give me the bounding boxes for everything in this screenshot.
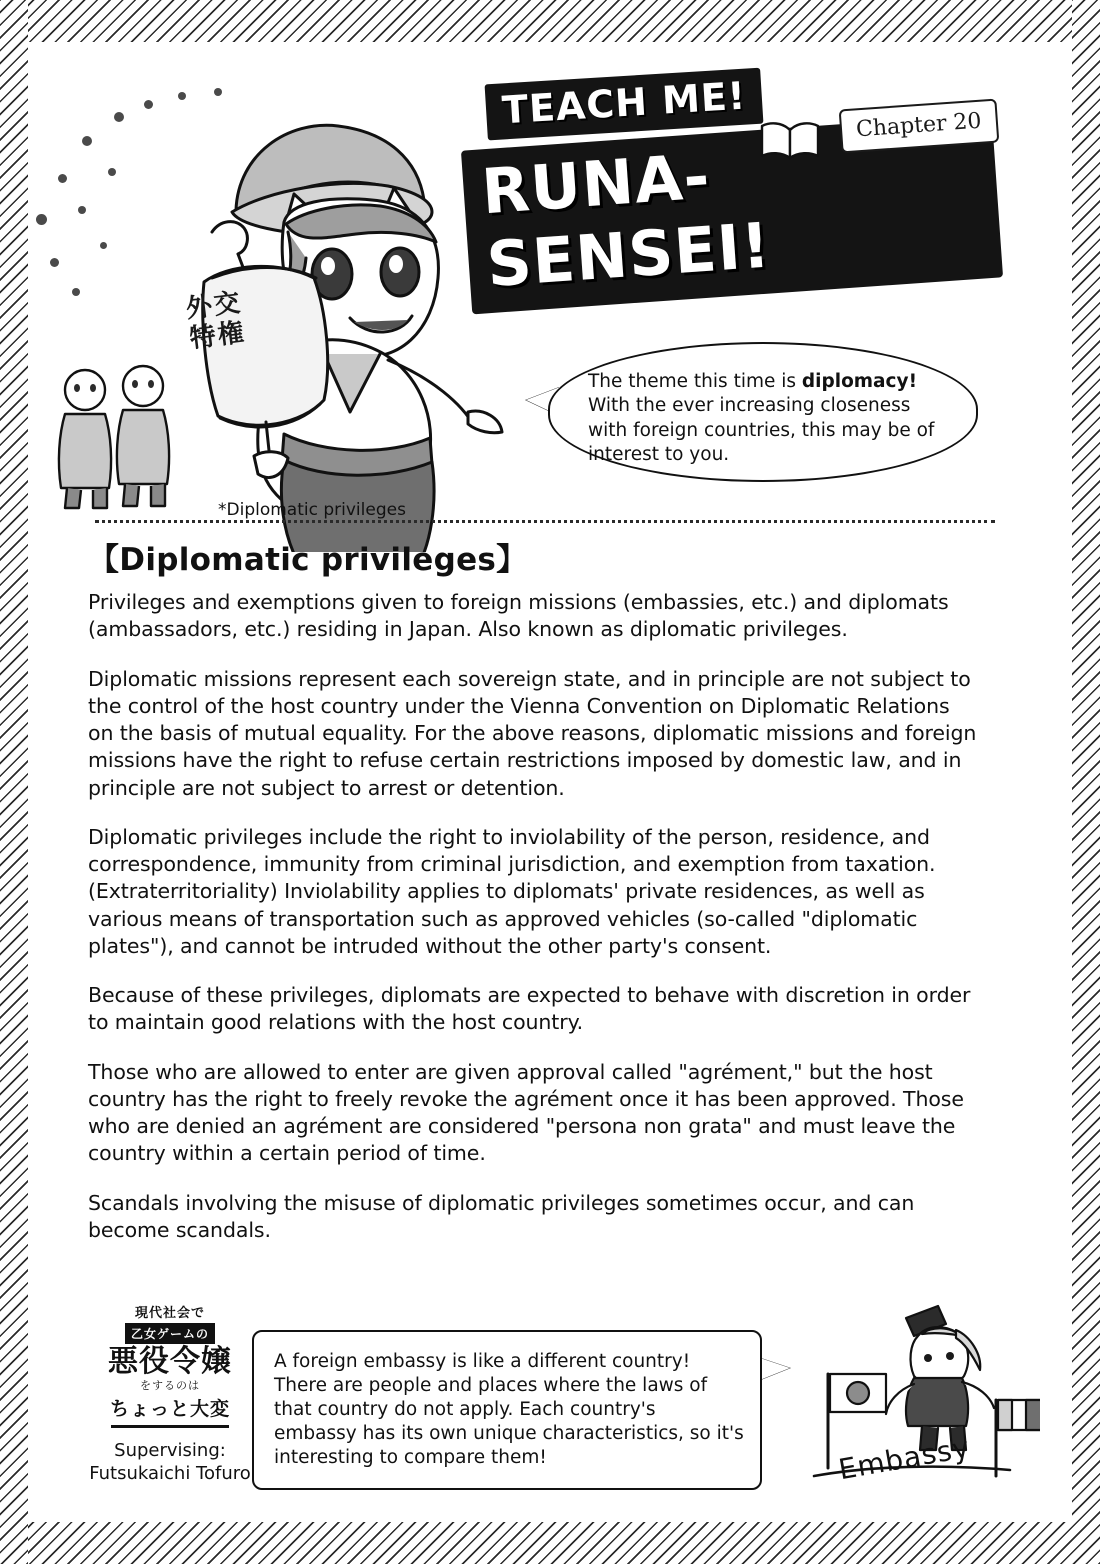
header-panel (28, 42, 1072, 520)
paragraph-5: Those who are allowed to enter are given approval called "agrément," but the host country has the right to freely revoke the agrément once it has been approved. Those who are denied an agrément are considered "persona non grata" and must leave the country within a certain period of time. (88, 1059, 964, 1166)
article-body (88, 534, 978, 1266)
series-logo-rule (111, 1425, 229, 1428)
background-villagers (43, 362, 193, 522)
embassy-illustration (810, 1300, 1040, 1500)
title-line-2: RUNA-SENSEI! (461, 114, 1003, 315)
page-border-hatch-left (0, 0, 28, 1564)
supervising-credit (60, 1440, 280, 1485)
section-divider (95, 520, 995, 523)
lantern-footnote: *Diplomatic privileges (218, 500, 406, 520)
page-border-hatch-bottom (0, 1522, 1100, 1564)
series-logo-badge (95, 1302, 245, 1428)
series-logo-sub: をするのは (140, 1379, 200, 1392)
chapter-badge: Chapter 20 (839, 99, 999, 154)
closing-speech-text: A foreign embassy is like a different country! There are people and places where the laws of that country do not apply. Each country's embassy has its own unique characteristics, so it's interesting to compare them! (274, 1351, 744, 1469)
paragraph-2: Diplomatic missions represent each sovereign state, and in principle are not subject to the control of the host country under the Vienna Convention on Diplomatic Relations on the basis of mutual equality. For the above reasons, diplomatic missions and foreign missions have the right to refuse certain restrictions imposed by domestic law, and in principle are not subject to arrest or detention. (88, 666, 977, 800)
page-title: 【Diplomatic privileges】 (88, 542, 528, 578)
paragraph-6: Scandals involving the misuse of diplomatic privileges sometimes occur, and can become scandals. (88, 1190, 915, 1242)
supervising-label: Supervising: (114, 1440, 226, 1461)
footer-panel (60, 1300, 1040, 1520)
series-logo-bottom: ちょっと大変 (109, 1398, 230, 1420)
lantern-kanji: 外交 特権 (184, 287, 248, 355)
intro-text-rest: With the ever increasing closeness with foreign countries, this may be of interest to you. (588, 395, 935, 466)
embassy-label: Embassy (836, 1430, 973, 1487)
paragraph-3: Diplomatic privileges include the right to inviolability of the person, residence, and correspondence, immunity from criminal jurisdiction, and exemption from taxation. (Extraterritoriality) Inviolability applies to diplomats' private residences, as well as various means of transportation such as approved vehicles (so-called "diplomatic plates"), and cannot be intruded without the other party's consent. (88, 824, 936, 958)
intro-text-pre: The theme this time is (588, 371, 802, 392)
series-logo-main: 悪役令嬢 (108, 1344, 232, 1379)
series-logo-top: 現代社会で (134, 1306, 205, 1321)
page-border-hatch-right (1072, 0, 1100, 1564)
open-book-icon (758, 118, 822, 162)
paragraph-1: Privileges and exemptions given to foreign missions (embassies, etc.) and diplomats (ambassadors, etc.) residing in Japan. Also known as diplomatic privileges. (88, 590, 949, 642)
intro-speech-text (588, 370, 948, 468)
supervising-name: Futsukaichi Tofuro (89, 1462, 251, 1484)
intro-text-bold: diplomacy! (801, 371, 918, 392)
title-logo (458, 70, 998, 302)
intro-speech-bubble (548, 342, 978, 482)
page-border-hatch-top (0, 0, 1100, 42)
title-line-1: TEACH ME! (485, 68, 764, 141)
series-logo-strip: 乙女ゲームの (125, 1323, 215, 1344)
paragraph-4: Because of these privileges, diplomats are expected to behave with discretion in order to maintain good relations with the host country. (88, 983, 971, 1035)
closing-speech-bubble (252, 1330, 762, 1490)
closing-bubble-tail (760, 1358, 790, 1380)
